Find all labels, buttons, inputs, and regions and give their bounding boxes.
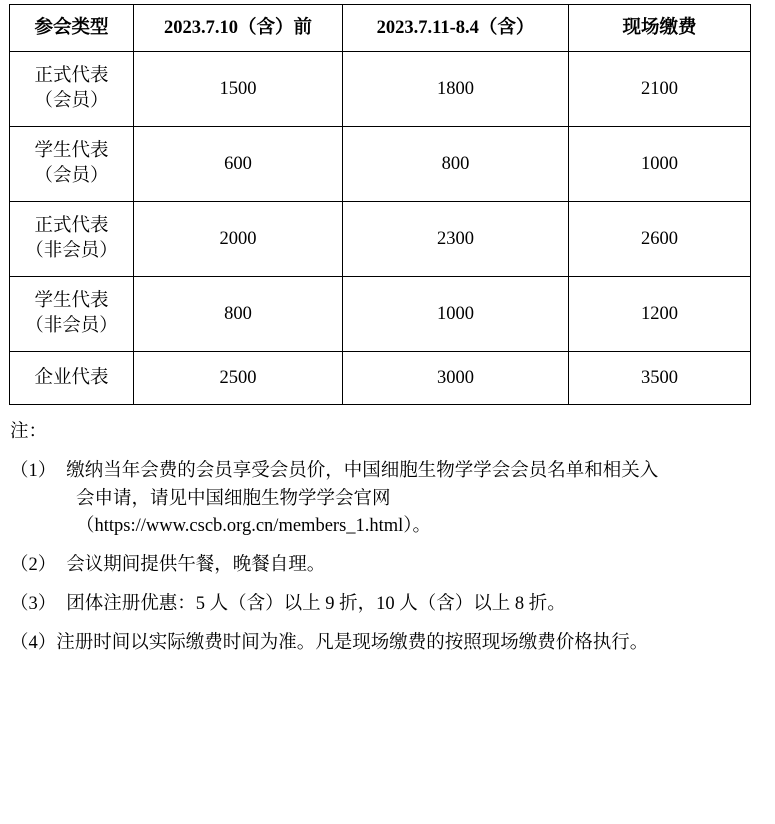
row-label [10,52,134,127]
note-marker: （1） [10,460,57,481]
note-marker: （3） [10,593,57,614]
note-marker: （4） [10,632,57,653]
document-page [0,4,775,824]
row-label-line1: 学生代表 [34,291,109,312]
column-header-onsite: 现场缴费 [569,5,751,52]
column-header-mid: 2023.7.11-8.4（含） [343,5,569,52]
row-label-line1: 正式代表 [34,216,109,237]
cell-onsite: 2100 [569,52,751,127]
note-item-4 [10,630,760,658]
note-text-line: 缴纳当年会费的会员享受会员价，中国细胞生物学学会会员名单和相关入 [66,460,659,481]
row-label-line1: 学生代表 [34,141,109,162]
cell-early: 2500 [134,352,343,405]
table-row [10,127,751,202]
row-label [10,127,134,202]
cell-early: 800 [134,277,343,352]
table-row [10,352,751,405]
table-body [10,52,751,405]
row-label [10,202,134,277]
cell-early: 2000 [134,202,343,277]
cell-early: 600 [134,127,343,202]
note-text-line: 会申请，请见中国细胞生物学学会官网 [76,488,391,509]
row-label [10,277,134,352]
notes-section [10,419,760,657]
row-label-line2: （会员） [34,166,109,186]
row-label-line1: 企业代表 [34,367,109,388]
row-label-line2: （会员） [34,91,109,111]
note-url-line: （https://www.cscb.org.cn/members_1.html）。 [76,516,432,537]
cell-onsite: 3500 [569,352,751,405]
note-text-line: 团体注册优惠：5 人（含）以上 9 折，10 人（含）以上 8 折。 [66,593,566,614]
notes-heading: 注： [10,422,48,442]
cell-onsite: 2600 [569,202,751,277]
table-header-row [10,5,751,52]
note-item-1 [10,458,760,541]
note-item-2 [10,552,760,580]
table-row [10,52,751,127]
table-header [10,5,751,52]
table-row [10,202,751,277]
row-label [10,352,134,405]
cell-mid: 2300 [343,202,569,277]
cell-early: 1500 [134,52,343,127]
row-label-line2: （非会员） [25,316,118,336]
note-text-line: 注册时间以实际缴费时间为准。凡是现场缴费的按照现场缴费价格执行。 [56,632,649,653]
column-header-type: 参会类型 [10,5,134,52]
note-item-3 [10,591,760,619]
note-text-line: 会议期间提供午餐，晚餐自理。 [66,555,326,575]
cell-mid: 800 [343,127,569,202]
cell-mid: 3000 [343,352,569,405]
cell-mid: 1000 [343,277,569,352]
cell-mid: 1800 [343,52,569,127]
cell-onsite: 1000 [569,127,751,202]
row-label-line1: 正式代表 [34,66,109,87]
registration-fee-table [9,4,751,405]
note-marker: （2） [10,555,57,575]
row-label-line2: （非会员） [25,241,118,261]
column-header-early: 2023.7.10（含）前 [134,5,343,52]
table-row [10,277,751,352]
cell-onsite: 1200 [569,277,751,352]
